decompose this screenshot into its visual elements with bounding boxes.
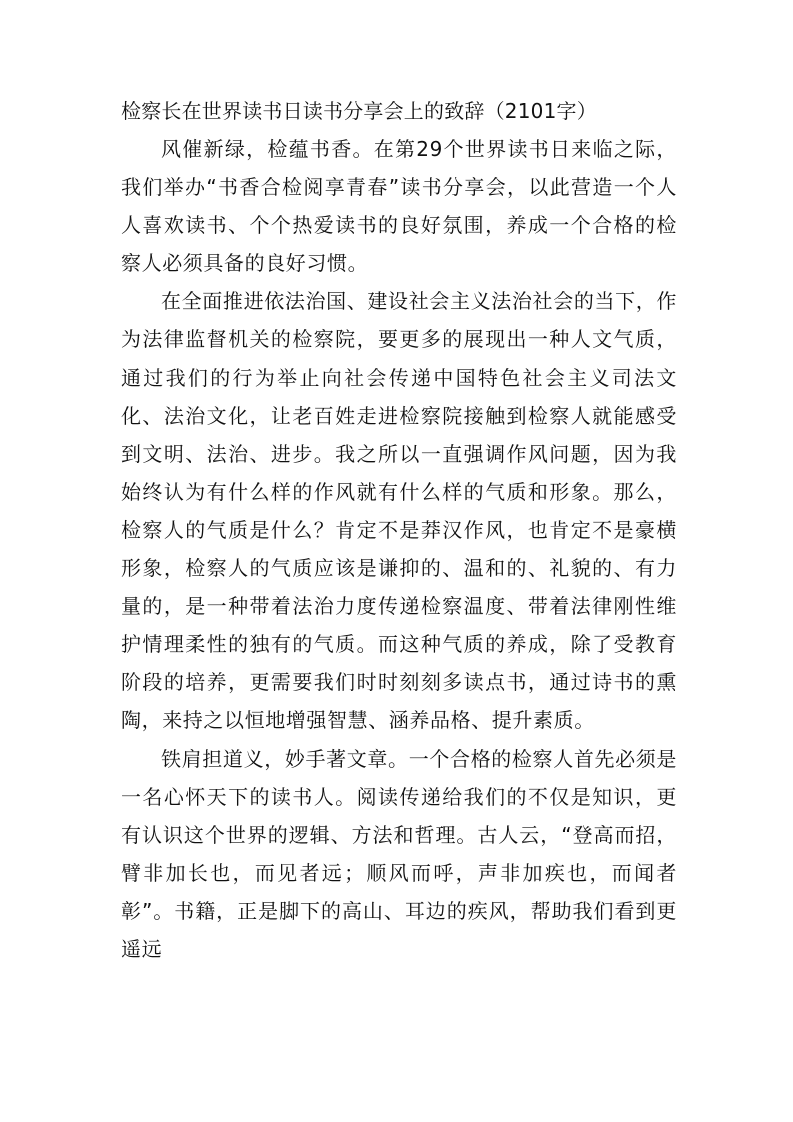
paragraph-1: 风催新绿，检蕴书香。在第29个世界读书日来临之际，我们举办“书香合检阅享青春”读书分享会，以此营造一个人人喜欢读书、个个热爱读书的良好氛围，养成一个合格的检察人必须具备的良好习惯。: [121, 137, 677, 276]
document-title: 检察长在世界读书日读书分享会上的致辞（2101字）: [121, 99, 597, 123]
document-body: [121, 92, 677, 968]
paragraph-3: 铁肩担道义，妙手著文章。一个合格的检察人首先必须是一名心怀天下的读书人。阅读传递给我们的不仅是知识，更有认识这个世界的逻辑、方法和哲理。古人云，“登高而招，臂非加长也，而见者远；顺风而呼，声非加疾也，而闻者彰”。书籍，正是脚下的高山、耳边的疾风，帮助我们看到更遥远: [121, 746, 677, 961]
paragraph-2: 在全面推进依法治国、建设社会主义法治社会的当下，作为法律监督机关的检察院，要更多的展现出一种人文气质，通过我们的行为举止向社会传递中国特色社会主义司法文化、法治文化，让老百姓走进检察院接触到检察人就能感受到文明、法治、进步。我之所以一直强调作风问题，因为我始终认为有什么样的作风就有什么样的气质和形象。那么，检察人的气质是什么？肯定不是莽汉作风，也肯定不是豪横形象，检察人的气质应该是谦抑的、温和的、礼貌的、有力量的，是一种带着法治力度传递检察温度、带着法律刚性维护情理柔性的独有的气质。而这种气质的养成，除了受教育阶段的培养，更需要我们时时刻刻多读点书，通过诗书的熏陶，来持之以恒地增强智慧、涵养品格、提升素质。: [121, 289, 677, 733]
